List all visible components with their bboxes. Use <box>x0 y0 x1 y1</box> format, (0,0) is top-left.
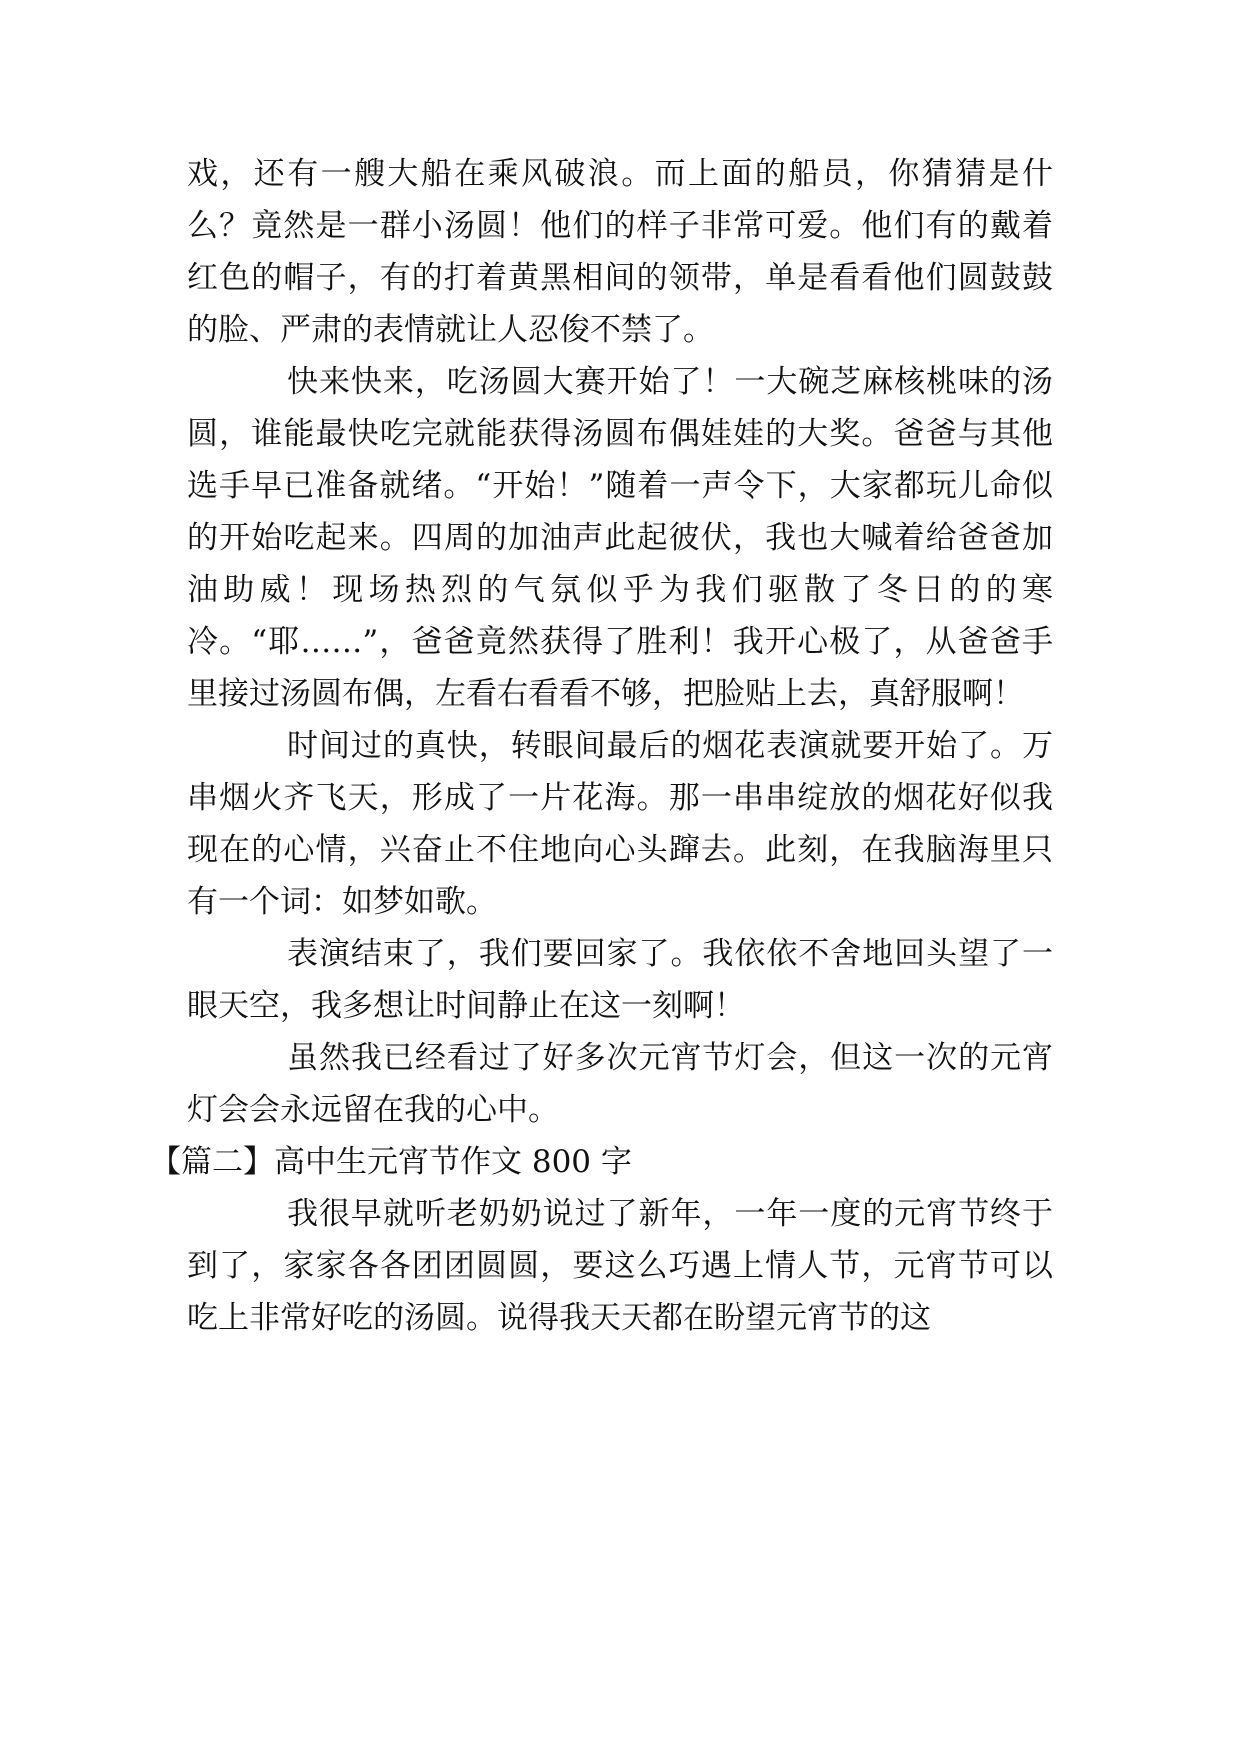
paragraph-3: 时间过的真快，转眼间最后的烟花表演就要开始了。万串烟火齐飞天，形成了一片花海。那一串串绽放的烟花好似我现在的心情，兴奋止不住地向心头蹿去。此刻，在我脑海里只有一个词：如梦如歌。 <box>187 728 1053 920</box>
paragraph-4: 表演结束了，我们要回家了。我依依不舍地回头望了一眼天空，我多想让时间静止在这一刻啊！ <box>187 936 1053 1024</box>
paragraph-6: 我很早就听老奶奶说过了新年，一年一度的元宵节终于到了，家家各各团团圆圆，要这么巧遇上情人节，元宵节可以吃上非常好吃的汤圆。说得我天天都在盼望元宵节的这 <box>187 1196 1053 1336</box>
paragraph-5: 虽然我已经看过了好多次元宵节灯会，但这一次的元宵灯会会永远留在我的心中。 <box>187 1040 1053 1128</box>
paragraph-2: 快来快来，吃汤圆大赛开始了！一大碗芝麻核桃味的汤圆，谁能最快吃完就能获得汤圆布偶娃娃的大奖。爸爸与其他选手早已准备就绪。“开始！”随着一声令下，大家都玩儿命似的开始吃起来。四周的加油声此起彼伏，我也大喊着给爸爸加油助威！现场热烈的气氛似乎为我们驱散了冬日的的寒冷。“耶……”，爸爸竟然获得了胜利！我开心极了，从爸爸手里接过汤圆布偶，左看右看看不够，把脸贴上去，真舒服啊！ <box>187 364 1053 712</box>
paragraph-1: 戏，还有一艘大船在乘风破浪。而上面的船员，你猜猜是什么？竟然是一群小汤圆！他们的样子非常可爱。他们有的戴着红色的帽子，有的打着黄黑相间的领带，单是看看他们圆鼓鼓的脸、严肃的表情就让人忍俊不禁了。 <box>187 156 1053 348</box>
document-body <box>150 148 1053 1344</box>
section-heading: 【篇二】高中生元宵节作文 800 字 <box>150 1144 632 1180</box>
